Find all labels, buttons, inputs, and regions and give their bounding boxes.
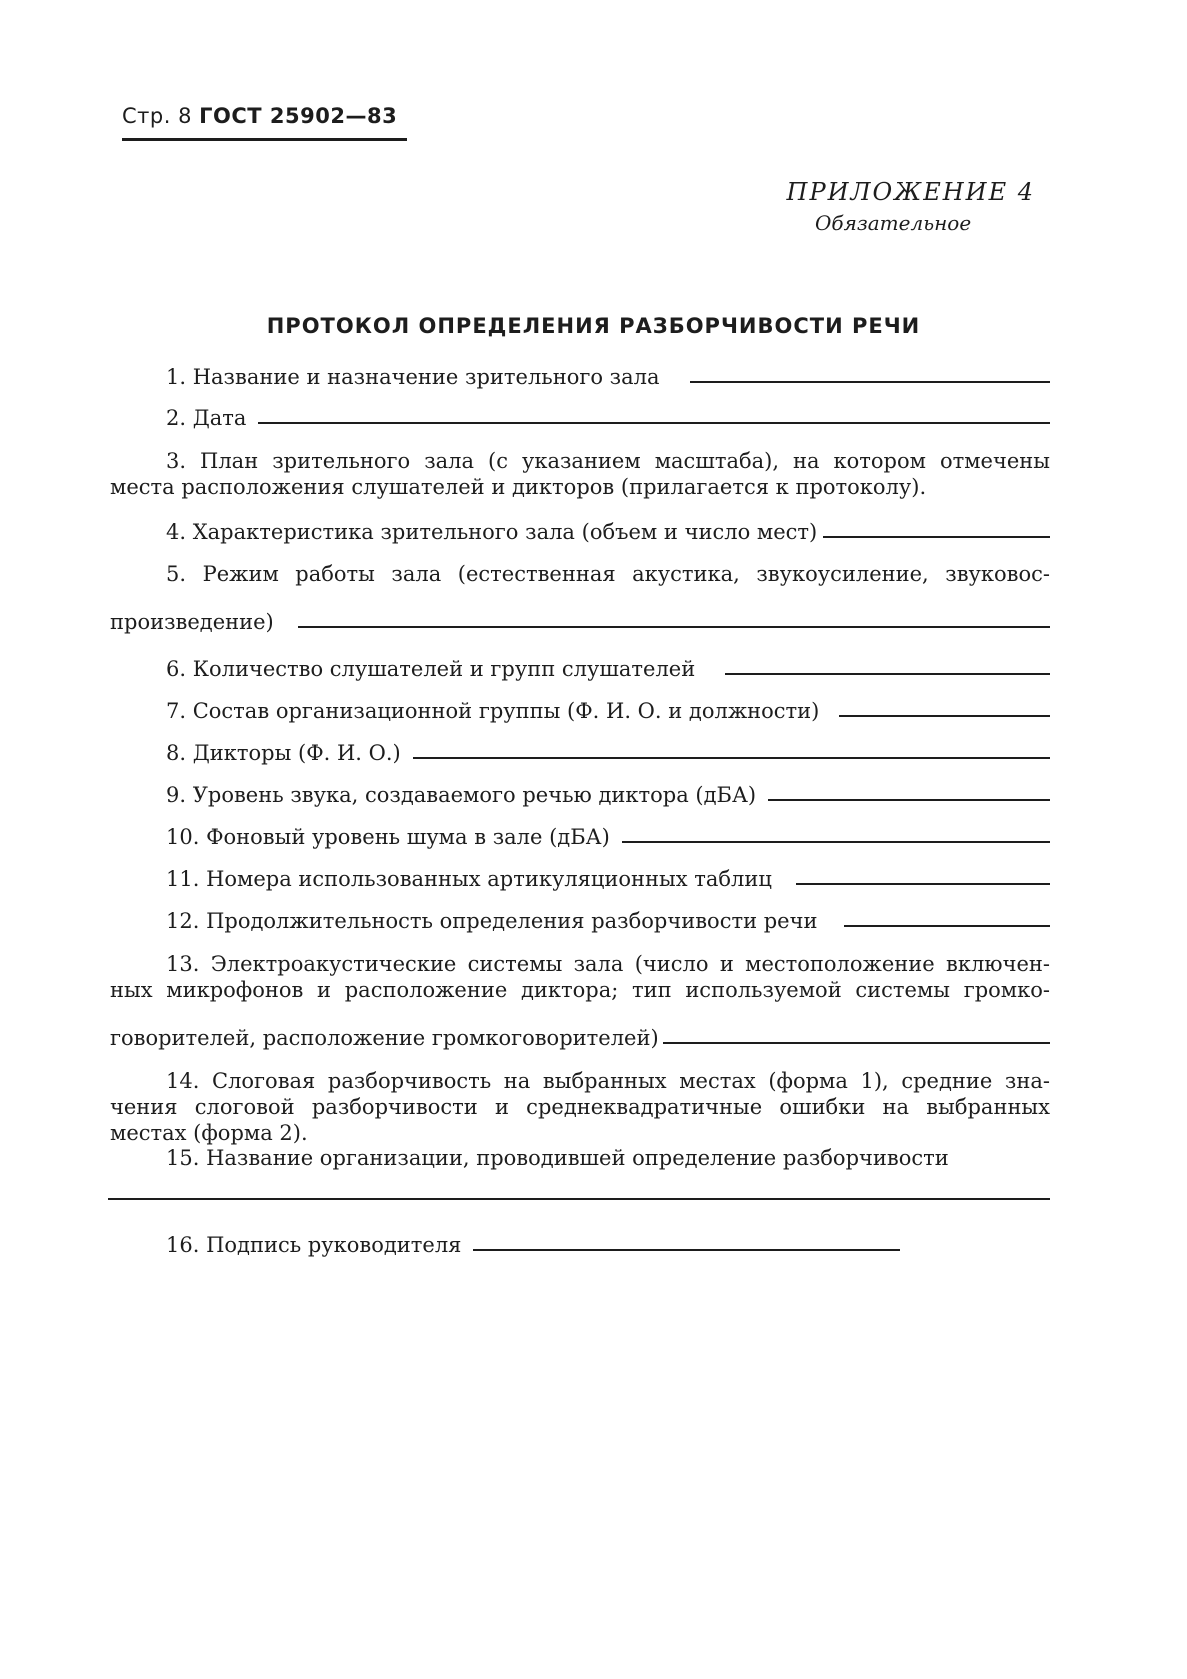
item-text-line-2: чения слоговой разборчивости и среднеквадратичные ошибки на выбранных xyxy=(110,1095,1050,1119)
fill-line xyxy=(768,799,1050,801)
appendix-title: ПРИЛОЖЕНИЕ 4 xyxy=(786,178,1035,206)
item-text: 8. Дикторы (Ф. И. О.) xyxy=(166,741,401,765)
document-title: ПРОТОКОЛ ОПРЕДЕЛЕНИЯ РАЗБОРЧИВОСТИ РЕЧИ xyxy=(266,314,921,338)
protocol-item-15 xyxy=(110,1145,1050,1171)
item-text: 16. Подпись руководителя xyxy=(166,1233,462,1257)
item-text: 10. Фоновый уровень шума в зале (дБА) xyxy=(166,825,610,849)
protocol-item-9 xyxy=(110,782,1050,808)
fill-line-item-15 xyxy=(108,1198,1050,1200)
item-text-line-3: местах (форма 2). xyxy=(110,1121,308,1145)
protocol-item-16 xyxy=(110,1232,900,1258)
item-text-line-2: места расположения слушателей и дикторов (прилагается к протоколу). xyxy=(110,475,927,499)
fill-line xyxy=(473,1249,900,1251)
fill-line xyxy=(413,757,1050,759)
fill-line xyxy=(844,925,1051,927)
protocol-item-7 xyxy=(110,698,1050,724)
header-rule xyxy=(122,138,407,141)
fill-line xyxy=(663,1042,1050,1044)
page-header xyxy=(122,104,397,128)
protocol-item-14 xyxy=(110,1068,1050,1146)
appendix-subtitle: Обязательное xyxy=(815,211,972,235)
protocol-item-2 xyxy=(110,405,1050,431)
item-text: 2. Дата xyxy=(166,406,247,430)
page-number: Стр. 8 xyxy=(122,104,192,128)
fill-line xyxy=(258,422,1050,424)
item-text-line-1: 5. Режим работы зала (естественная акустика, звукоусиление, звуковос- xyxy=(166,562,1050,586)
fill-line xyxy=(839,715,1050,717)
protocol-item-12 xyxy=(110,908,1050,934)
fill-line xyxy=(796,883,1050,885)
protocol-item-11 xyxy=(110,866,1050,892)
fill-line xyxy=(298,626,1050,628)
fill-line xyxy=(725,673,1050,675)
item-text: 6. Количество слушателей и групп слушателей xyxy=(166,657,696,681)
protocol-item-5 xyxy=(110,561,1050,635)
item-text-line-1: 14. Слоговая разборчивость на выбранных местах (форма 1), средние зна- xyxy=(166,1069,1050,1093)
item-text-line-1: 3. План зрительного зала (с указанием масштаба), на котором отмечены xyxy=(166,449,1050,473)
protocol-item-10 xyxy=(110,824,1050,850)
protocol-item-4 xyxy=(110,519,1050,545)
gost-number: ГОСТ 25902—83 xyxy=(199,104,398,128)
fill-line xyxy=(622,841,1050,843)
item-text: 4. Характеристика зрительного зала (объем и число мест) xyxy=(166,520,818,544)
item-text: 9. Уровень звука, создаваемого речью диктора (дБА) xyxy=(166,783,757,807)
item-text: 11. Номера использованных артикуляционных таблиц xyxy=(166,867,772,891)
item-text: 1. Название и назначение зрительного зала xyxy=(166,365,660,389)
item-text: 15. Название организации, проводившей определение разборчивости xyxy=(166,1146,949,1170)
protocol-item-8 xyxy=(110,740,1050,766)
item-text-line-2: произведение) xyxy=(110,610,274,634)
item-text: 12. Продолжительность определения разборчивости речи xyxy=(166,909,818,933)
item-text-line-2: ных микрофонов и расположение диктора; тип используемой системы громко- xyxy=(110,978,1050,1002)
protocol-item-6 xyxy=(110,656,1050,682)
protocol-item-3 xyxy=(110,448,1050,500)
item-text: 7. Состав организационной группы (Ф. И. О. и должности) xyxy=(166,699,820,723)
item-text-line-3: говорителей, расположение громкоговорителей) xyxy=(110,1026,659,1050)
item-text-line-1: 13. Электроакустические системы зала (число и местоположение включен- xyxy=(166,952,1050,976)
fill-line xyxy=(823,536,1050,538)
fill-line xyxy=(690,381,1050,383)
protocol-item-13 xyxy=(110,951,1050,1051)
protocol-item-1 xyxy=(110,364,1050,390)
